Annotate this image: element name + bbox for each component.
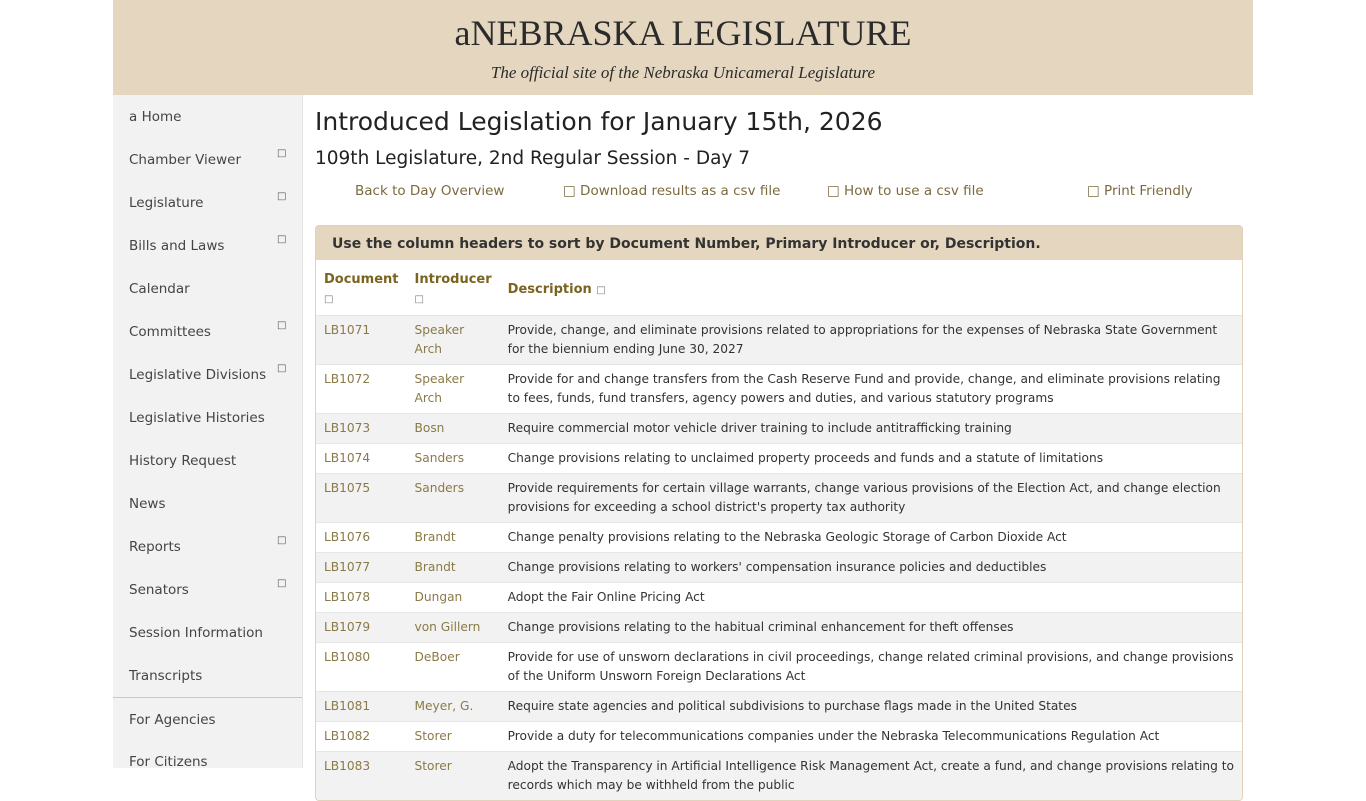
description-cell: Provide for and change transfers from the Cash Reserve Fund and provide, change, and eliminate provisions relating to fees, funds, fund transfers, agency powers and duties, and various statutory programs	[500, 365, 1242, 414]
legislation-table	[316, 260, 1242, 800]
description-cell: Require state agencies and political subdivisions to purchase flags made in the United States	[500, 692, 1242, 722]
description-cell: Change provisions relating to unclaimed property proceeds and funds and a statute of limitations	[500, 444, 1242, 474]
sidebar-item-legislative-histories[interactable]	[129, 410, 299, 426]
introducer-link[interactable]: DeBoer	[407, 643, 500, 692]
sort-icon: □	[414, 294, 424, 305]
submenu-icon[interactable]: □	[277, 234, 287, 245]
sidebar-item-label: Legislative Histories	[129, 410, 265, 426]
table-row	[316, 722, 1242, 752]
description-cell: Provide for use of unsworn declarations in civil proceedings, change related criminal provisions, and change provisions of the Uniform Unsworn Foreign Declarations Act	[500, 643, 1242, 692]
sidebar-item-label: Legislative Divisions	[129, 367, 267, 383]
sidebar-item-label: Transcripts	[129, 668, 203, 684]
sidebar-item-label: Session Information	[129, 625, 263, 641]
submenu-icon[interactable]: □	[277, 578, 287, 589]
submenu-icon[interactable]: □	[277, 535, 287, 546]
table-row	[316, 583, 1242, 613]
table-row	[316, 553, 1242, 583]
sidebar-item-label: Committees	[129, 324, 211, 340]
description-cell: Change penalty provisions relating to the Nebraska Geologic Storage of Carbon Dioxide Act	[500, 523, 1242, 553]
document-link[interactable]: LB1071	[316, 316, 407, 365]
submenu-icon[interactable]: □	[277, 191, 287, 202]
how-to-use-csv-link[interactable]: □ How to use a csv file	[827, 183, 984, 199]
column-header-document[interactable]: Document □	[324, 272, 399, 305]
legislation-panel	[315, 225, 1243, 801]
download-csv-link[interactable]: □ Download results as a csv file	[563, 183, 781, 199]
sidebar-item-for-agencies[interactable]	[129, 712, 299, 728]
sidebar-item-session-information[interactable]	[129, 625, 299, 641]
table-row	[316, 316, 1242, 365]
description-cell: Provide requirements for certain village warrants, change various provisions of the Election Act, and change election provisions for exceeding a school district's property tax authority	[500, 474, 1242, 523]
introducer-link[interactable]: Speaker Arch	[407, 365, 500, 414]
sidebar-item-label: For Agencies	[129, 712, 216, 728]
site-banner	[113, 0, 1253, 95]
sidebar-item-history-request[interactable]	[129, 453, 299, 469]
introducer-link[interactable]: von Gillern	[407, 613, 500, 643]
column-header-description[interactable]: Description □	[507, 281, 606, 297]
sidebar-item-label: Bills and Laws	[129, 238, 225, 254]
document-link[interactable]: LB1075	[316, 474, 407, 523]
sidebar-item-label: Senators	[129, 582, 189, 598]
page	[113, 0, 1253, 792]
sidebar-item-label: For Citizens	[129, 754, 208, 770]
sidebar-item-news[interactable]	[129, 496, 299, 512]
sidebar-item-legislative-divisions[interactable]	[129, 363, 299, 383]
introducer-link[interactable]: Bosn	[407, 414, 500, 444]
table-row	[316, 414, 1242, 444]
document-link[interactable]: LB1082	[316, 722, 407, 752]
sidebar-item-label: News	[129, 496, 166, 512]
table-row	[316, 692, 1242, 722]
sidebar-item-bills-and-laws[interactable]	[129, 234, 299, 254]
sidebar-item-chamber-viewer[interactable]	[129, 148, 299, 168]
submenu-icon[interactable]: □	[277, 363, 287, 374]
description-cell: Adopt the Transparency in Artificial Intelligence Risk Management Act, create a fund, and change provisions relating to records which may be withheld from the public	[500, 752, 1242, 801]
sidebar-item-label: Legislature	[129, 195, 204, 211]
back-to-day-overview-link[interactable]: Back to Day Overview	[355, 183, 505, 199]
introducer-link[interactable]: Dungan	[407, 583, 500, 613]
sidebar-item-senators[interactable]	[129, 578, 299, 598]
sidebar-item-label: Reports	[129, 539, 181, 555]
document-link[interactable]: LB1072	[316, 365, 407, 414]
sidebar-item-home[interactable]	[129, 109, 299, 125]
introducer-link[interactable]: Brandt	[407, 523, 500, 553]
sidebar-item-reports[interactable]	[129, 535, 299, 555]
column-header-introducer[interactable]: Introducer □	[414, 272, 492, 305]
sidebar-item-label: Calendar	[129, 281, 190, 297]
sort-icon: □	[324, 294, 334, 305]
introducer-link[interactable]: Brandt	[407, 553, 500, 583]
description-cell: Change provisions relating to workers' compensation insurance policies and deductibles	[500, 553, 1242, 583]
site-title[interactable]: aNEBRASKA LEGISLATURE	[454, 13, 912, 53]
table-row	[316, 365, 1242, 414]
description-cell: Change provisions relating to the habitual criminal enhancement for theft offenses	[500, 613, 1242, 643]
page-title: Introduced Legislation for January 15th, 2026	[315, 107, 883, 136]
description-cell: Adopt the Fair Online Pricing Act	[500, 583, 1242, 613]
document-link[interactable]: LB1078	[316, 583, 407, 613]
introducer-link[interactable]: Sanders	[407, 444, 500, 474]
document-link[interactable]: LB1079	[316, 613, 407, 643]
introducer-link[interactable]: Sanders	[407, 474, 500, 523]
print-friendly-link[interactable]: □ Print Friendly	[1087, 183, 1193, 199]
panel-heading: Use the column headers to sort by Document Number, Primary Introducer or, Description.	[316, 226, 1242, 260]
sidebar-item-transcripts[interactable]	[129, 668, 299, 684]
document-link[interactable]: LB1083	[316, 752, 407, 801]
table-row	[316, 474, 1242, 523]
sidebar-item-label: Chamber Viewer	[129, 152, 242, 168]
document-link[interactable]: LB1073	[316, 414, 407, 444]
introducer-link[interactable]: Meyer, G.	[407, 692, 500, 722]
description-cell: Require commercial motor vehicle driver training to include antitrafficking training	[500, 414, 1242, 444]
sidebar-item-committees[interactable]	[129, 320, 299, 340]
sidebar-item-label: a Home	[129, 109, 182, 125]
document-link[interactable]: LB1074	[316, 444, 407, 474]
introducer-link[interactable]: Speaker Arch	[407, 316, 500, 365]
submenu-icon[interactable]: □	[277, 148, 287, 159]
sort-icon: □	[596, 284, 606, 296]
sidebar-item-label: History Request	[129, 453, 237, 469]
document-link[interactable]: LB1076	[316, 523, 407, 553]
description-cell: Provide, change, and eliminate provisions related to appropriations for the expenses of Nebraska State Government for the biennium ending June 30, 2027	[500, 316, 1242, 365]
introducer-link[interactable]: Storer	[407, 752, 500, 801]
page-subtitle: 109th Legislature, 2nd Regular Session - Day 7	[315, 148, 751, 169]
table-row	[316, 444, 1242, 474]
table-row	[316, 643, 1242, 692]
table-row	[316, 752, 1242, 801]
document-link[interactable]: LB1081	[316, 692, 407, 722]
sidebar-item-calendar[interactable]	[129, 281, 299, 297]
sidebar-nav	[113, 95, 303, 768]
table-row	[316, 613, 1242, 643]
site-tagline: The official site of the Nebraska Unicameral Legislature	[490, 63, 876, 82]
introducer-link[interactable]: Storer	[407, 722, 500, 752]
sidebar-item-legislature[interactable]	[129, 191, 299, 211]
document-link[interactable]: LB1077	[316, 553, 407, 583]
submenu-icon[interactable]: □	[277, 320, 287, 331]
sidebar-divider	[113, 697, 302, 698]
table-row	[316, 523, 1242, 553]
description-cell: Provide a duty for telecommunications companies under the Nebraska Telecommunications Regulation Act	[500, 722, 1242, 752]
document-link[interactable]: LB1080	[316, 643, 407, 692]
